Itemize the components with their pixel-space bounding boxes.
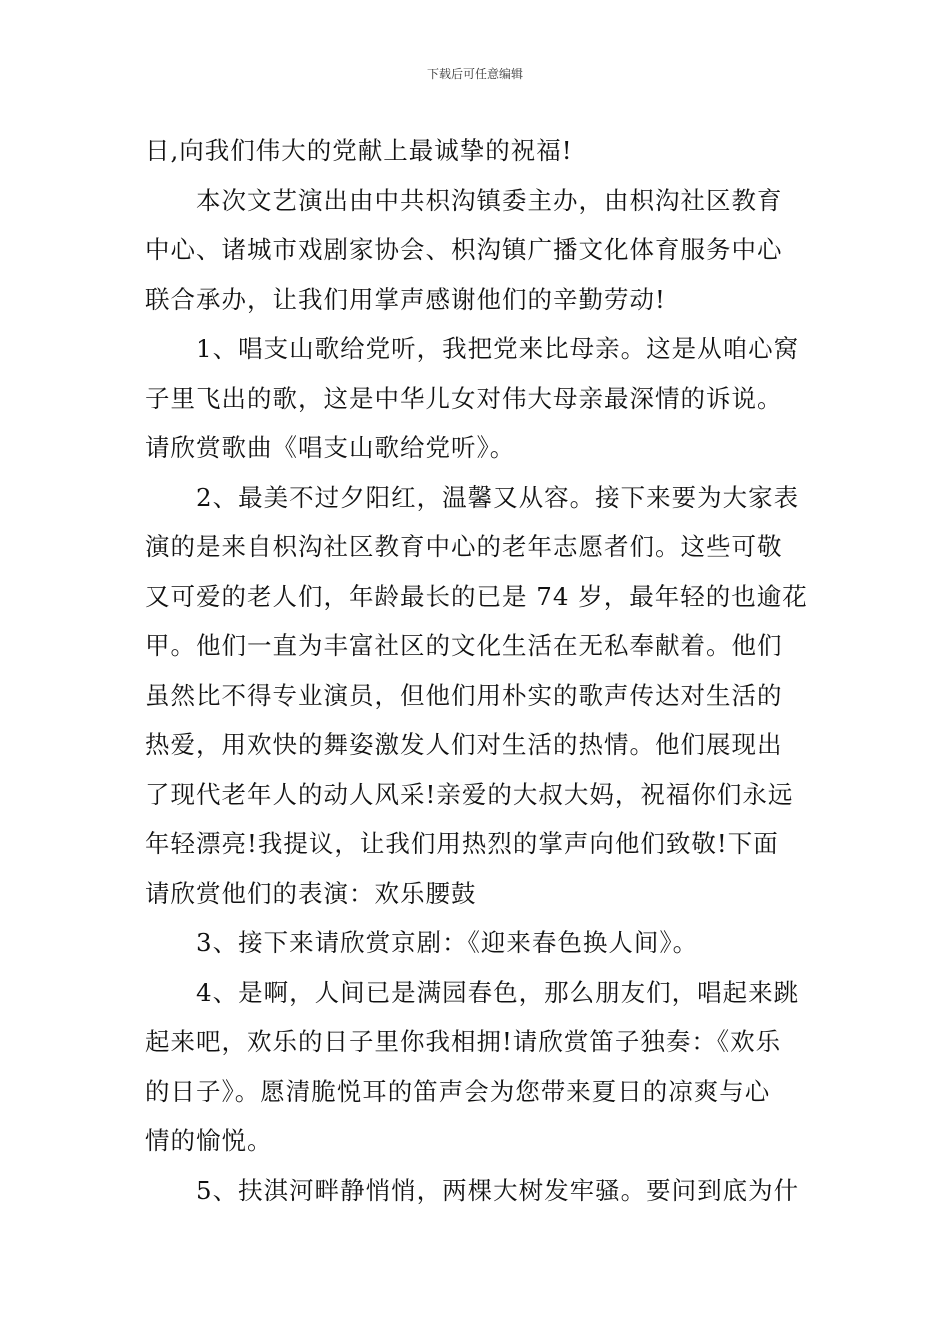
text-line: 请欣赏歌曲《唱支山歌给党听》。: [145, 433, 516, 462]
text-line: 又可爱的老人们，年龄最长的已是 74 岁，最年轻的也逾花: [145, 581, 808, 611]
text-line: 情的愉悦。: [145, 1126, 273, 1155]
text-line: 热爱，用欢快的舞姿激发人们对生活的热情。他们展现出: [145, 730, 783, 759]
text-line: 5、扶淇河畔静悄悄，两棵大树发牢骚。要问到底为什: [145, 1175, 800, 1205]
text-line: 2、最美不过夕阳红，温馨又从容。接下来要为大家表: [145, 482, 800, 512]
text-line: 4、是啊，人间已是满园春色，那么朋友们，唱起来跳: [145, 977, 800, 1007]
header-note: 下载后可任意编辑: [426, 67, 523, 81]
text-line: 甲。他们一直为丰富社区的文化生活在无私奉献着。他们: [145, 631, 783, 660]
body-text: [145, 126, 809, 1215]
text-line: 3、接下来请欣赏京剧：《迎来春色换人间》。: [145, 928, 699, 957]
text-line: 起来吧，欢乐的日子里你我相拥!请欣赏笛子独奏：《欢乐: [145, 1027, 782, 1056]
text-line: 子里飞出的歌，这是中华儿女对伟大母亲最深情的诉说。: [145, 383, 783, 413]
text-line: 虽然比不得专业演员，但他们用朴实的歌声传达对生活的: [145, 680, 783, 710]
text-line: 的日子》。愿清脆悦耳的笛声会为您带来夏日的凉爽与心: [145, 1076, 771, 1106]
text-line: 请欣赏他们的表演：欢乐腰鼓: [145, 878, 477, 908]
text-line: 中心、诸城市戏剧家协会、枳沟镇广播文化体育服务中心: [145, 235, 783, 264]
text-line: 演的是来自枳沟社区教育中心的老年志愿者们。这些可敬: [145, 532, 783, 561]
text-line: 了现代老年人的动人风采!亲爱的大叔大妈，祝福你们永远: [145, 779, 794, 809]
text-line: 联合承办，让我们用掌声感谢他们的辛勤劳动!: [145, 284, 666, 314]
text-line: 1、唱支山歌给党听，我把党来比母亲。这是从咱心窝: [145, 334, 800, 363]
text-line: 日,向我们伟大的党献上最诚挚的祝福!: [145, 136, 573, 165]
text-line: 本次文艺演出由中共枳沟镇委主办，由枳沟社区教育: [145, 185, 783, 215]
text-line: 年轻漂亮!我提议，让我们用热烈的掌声向他们致敬!下面: [145, 829, 779, 858]
